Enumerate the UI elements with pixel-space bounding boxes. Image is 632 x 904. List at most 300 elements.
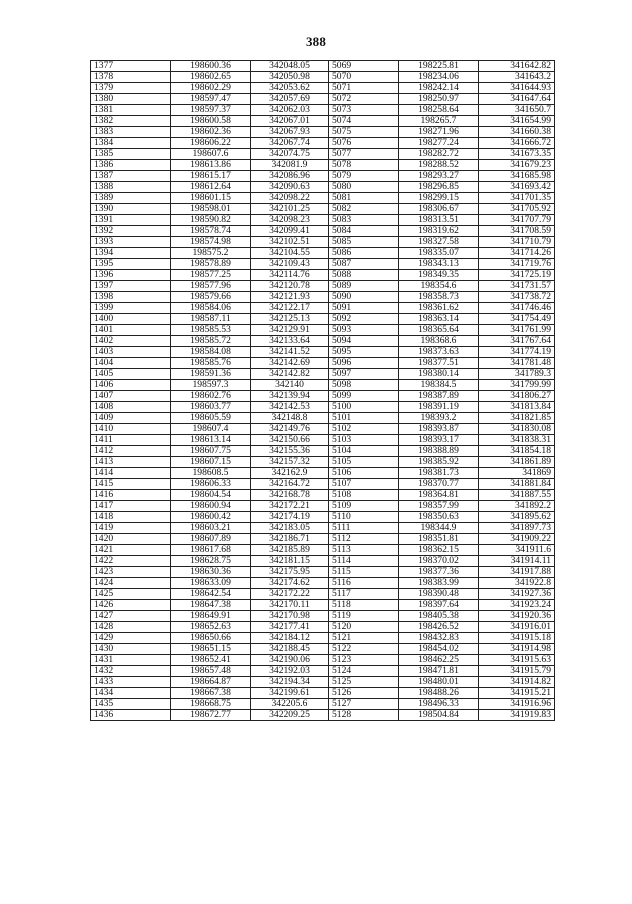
y-coordinate-cell: 342209.25 [251, 710, 329, 721]
point-number-cell: 5103 [329, 435, 399, 446]
table-row [91, 424, 555, 435]
point-number-cell: 5122 [329, 644, 399, 655]
y-coordinate-cell: 341679.23 [479, 160, 555, 171]
table-row [91, 369, 555, 380]
point-number-cell: 1403 [91, 347, 171, 358]
point-number-cell: 5074 [329, 116, 399, 127]
y-coordinate-cell: 342067.74 [251, 138, 329, 149]
x-coordinate-cell: 198668.75 [171, 699, 251, 710]
y-coordinate-cell: 341923.24 [479, 600, 555, 611]
y-coordinate-cell: 341746.46 [479, 303, 555, 314]
table-row [91, 281, 555, 292]
point-number-cell: 5097 [329, 369, 399, 380]
y-coordinate-cell: 342150.66 [251, 435, 329, 446]
table-row [91, 215, 555, 226]
point-number-cell: 5088 [329, 270, 399, 281]
y-coordinate-cell: 341821.85 [479, 413, 555, 424]
point-number-cell: 1400 [91, 314, 171, 325]
x-coordinate-cell: 198584.08 [171, 347, 251, 358]
y-coordinate-cell: 341673.35 [479, 149, 555, 160]
x-coordinate-cell: 198480.01 [399, 677, 479, 688]
point-number-cell: 1435 [91, 699, 171, 710]
y-coordinate-cell: 341881.84 [479, 479, 555, 490]
point-number-cell: 5124 [329, 666, 399, 677]
x-coordinate-cell: 198496.33 [399, 699, 479, 710]
y-coordinate-cell: 341799.99 [479, 380, 555, 391]
x-coordinate-cell: 198652.63 [171, 622, 251, 633]
table-row [91, 479, 555, 490]
point-number-cell: 1405 [91, 369, 171, 380]
table-row [91, 578, 555, 589]
point-number-cell: 1411 [91, 435, 171, 446]
y-coordinate-cell: 342162.9 [251, 468, 329, 479]
point-number-cell: 5085 [329, 237, 399, 248]
table-row [91, 116, 555, 127]
point-number-cell: 1424 [91, 578, 171, 589]
table-row [91, 61, 555, 72]
table-row [91, 600, 555, 611]
x-coordinate-cell: 198350.63 [399, 512, 479, 523]
x-coordinate-cell: 198383.99 [399, 578, 479, 589]
point-number-cell: 1419 [91, 523, 171, 534]
point-number-cell: 1378 [91, 72, 171, 83]
table-row [91, 237, 555, 248]
point-number-cell: 5104 [329, 446, 399, 457]
table-row [91, 699, 555, 710]
x-coordinate-cell: 198393.2 [399, 413, 479, 424]
y-coordinate-cell: 341813.84 [479, 402, 555, 413]
point-number-cell: 5119 [329, 611, 399, 622]
point-number-cell: 5082 [329, 204, 399, 215]
point-number-cell: 1388 [91, 182, 171, 193]
x-coordinate-cell: 198651.15 [171, 644, 251, 655]
x-coordinate-cell: 198393.87 [399, 424, 479, 435]
table-row [91, 138, 555, 149]
point-number-cell: 1390 [91, 204, 171, 215]
y-coordinate-cell: 342170.98 [251, 611, 329, 622]
table-row [91, 303, 555, 314]
y-coordinate-cell: 341920.36 [479, 611, 555, 622]
x-coordinate-cell: 198667.38 [171, 688, 251, 699]
point-number-cell: 1427 [91, 611, 171, 622]
table-row [91, 468, 555, 479]
table-row [91, 457, 555, 468]
x-coordinate-cell: 198585.76 [171, 358, 251, 369]
x-coordinate-cell: 198642.54 [171, 589, 251, 600]
y-coordinate-cell: 342172.22 [251, 589, 329, 600]
point-number-cell: 1417 [91, 501, 171, 512]
x-coordinate-cell: 198597.47 [171, 94, 251, 105]
table-row [91, 358, 555, 369]
x-coordinate-cell: 198299.15 [399, 193, 479, 204]
x-coordinate-cell: 198344.9 [399, 523, 479, 534]
point-number-cell: 1429 [91, 633, 171, 644]
x-coordinate-cell: 198652.41 [171, 655, 251, 666]
table-row [91, 72, 555, 83]
y-coordinate-cell: 342177.41 [251, 622, 329, 633]
y-coordinate-cell: 342172.21 [251, 501, 329, 512]
x-coordinate-cell: 198607.75 [171, 446, 251, 457]
x-coordinate-cell: 198574.98 [171, 237, 251, 248]
point-number-cell: 1384 [91, 138, 171, 149]
y-coordinate-cell: 342140 [251, 380, 329, 391]
y-coordinate-cell: 341647.64 [479, 94, 555, 105]
x-coordinate-cell: 198385.92 [399, 457, 479, 468]
point-number-cell: 5073 [329, 105, 399, 116]
x-coordinate-cell: 198608.5 [171, 468, 251, 479]
point-number-cell: 1422 [91, 556, 171, 567]
point-number-cell: 1392 [91, 226, 171, 237]
y-coordinate-cell: 341917.88 [479, 567, 555, 578]
y-coordinate-cell: 342062.03 [251, 105, 329, 116]
point-number-cell: 1396 [91, 270, 171, 281]
y-coordinate-cell: 341914.11 [479, 556, 555, 567]
x-coordinate-cell: 198579.66 [171, 292, 251, 303]
y-coordinate-cell: 342050.98 [251, 72, 329, 83]
x-coordinate-cell: 198647.38 [171, 600, 251, 611]
y-coordinate-cell: 341914.82 [479, 677, 555, 688]
point-number-cell: 1377 [91, 61, 171, 72]
x-coordinate-cell: 198327.58 [399, 237, 479, 248]
y-coordinate-cell: 341919.83 [479, 710, 555, 721]
point-number-cell: 5093 [329, 325, 399, 336]
x-coordinate-cell: 198602.65 [171, 72, 251, 83]
x-coordinate-cell: 198454.02 [399, 644, 479, 655]
x-coordinate-cell: 198600.94 [171, 501, 251, 512]
point-number-cell: 1409 [91, 413, 171, 424]
y-coordinate-cell: 341789.3 [479, 369, 555, 380]
point-number-cell: 5121 [329, 633, 399, 644]
table-row [91, 435, 555, 446]
point-number-cell: 1432 [91, 666, 171, 677]
y-coordinate-cell: 341725.19 [479, 270, 555, 281]
y-coordinate-cell: 342139.94 [251, 391, 329, 402]
x-coordinate-cell: 198657.48 [171, 666, 251, 677]
x-coordinate-cell: 198600.42 [171, 512, 251, 523]
table-row [91, 160, 555, 171]
y-coordinate-cell: 341781.48 [479, 358, 555, 369]
x-coordinate-cell: 198361.62 [399, 303, 479, 314]
table-row [91, 193, 555, 204]
point-number-cell: 5111 [329, 523, 399, 534]
y-coordinate-cell: 341915.63 [479, 655, 555, 666]
point-number-cell: 5079 [329, 171, 399, 182]
y-coordinate-cell: 342133.64 [251, 336, 329, 347]
y-coordinate-cell: 342090.63 [251, 182, 329, 193]
x-coordinate-cell: 198343.13 [399, 259, 479, 270]
x-coordinate-cell: 198607.6 [171, 149, 251, 160]
x-coordinate-cell: 198672.77 [171, 710, 251, 721]
table-row [91, 226, 555, 237]
point-number-cell: 5120 [329, 622, 399, 633]
point-number-cell: 1383 [91, 127, 171, 138]
point-number-cell: 5083 [329, 215, 399, 226]
x-coordinate-cell: 198578.89 [171, 259, 251, 270]
y-coordinate-cell: 341761.99 [479, 325, 555, 336]
point-number-cell: 5109 [329, 501, 399, 512]
y-coordinate-cell: 341708.59 [479, 226, 555, 237]
table-row [91, 633, 555, 644]
y-coordinate-cell: 342149.76 [251, 424, 329, 435]
point-number-cell: 1404 [91, 358, 171, 369]
x-coordinate-cell: 198391.19 [399, 402, 479, 413]
table-row [91, 380, 555, 391]
point-number-cell: 1393 [91, 237, 171, 248]
y-coordinate-cell: 341644.93 [479, 83, 555, 94]
table-row [91, 413, 555, 424]
x-coordinate-cell: 198296.85 [399, 182, 479, 193]
x-coordinate-cell: 198630.36 [171, 567, 251, 578]
point-number-cell: 1401 [91, 325, 171, 336]
point-number-cell: 5099 [329, 391, 399, 402]
x-coordinate-cell: 198364.81 [399, 490, 479, 501]
y-coordinate-cell: 341914.98 [479, 644, 555, 655]
x-coordinate-cell: 198384.5 [399, 380, 479, 391]
x-coordinate-cell: 198603.21 [171, 523, 251, 534]
point-number-cell: 1379 [91, 83, 171, 94]
y-coordinate-cell: 341650.7 [479, 105, 555, 116]
point-number-cell: 1395 [91, 259, 171, 270]
table-row [91, 567, 555, 578]
coordinates-table [90, 60, 555, 721]
y-coordinate-cell: 341838.31 [479, 435, 555, 446]
y-coordinate-cell: 341915.18 [479, 633, 555, 644]
x-coordinate-cell: 198313.51 [399, 215, 479, 226]
point-number-cell: 5100 [329, 402, 399, 413]
y-coordinate-cell: 342190.06 [251, 655, 329, 666]
x-coordinate-cell: 198488.26 [399, 688, 479, 699]
table-row [91, 622, 555, 633]
x-coordinate-cell: 198597.37 [171, 105, 251, 116]
table-row [91, 391, 555, 402]
y-coordinate-cell: 342142.53 [251, 402, 329, 413]
point-number-cell: 1387 [91, 171, 171, 182]
point-number-cell: 1394 [91, 248, 171, 259]
point-number-cell: 1389 [91, 193, 171, 204]
x-coordinate-cell: 198234.06 [399, 72, 479, 83]
x-coordinate-cell: 198597.3 [171, 380, 251, 391]
table-row [91, 534, 555, 545]
y-coordinate-cell: 341806.27 [479, 391, 555, 402]
y-coordinate-cell: 341915.21 [479, 688, 555, 699]
table-row [91, 523, 555, 534]
point-number-cell: 1436 [91, 710, 171, 721]
point-number-cell: 1381 [91, 105, 171, 116]
x-coordinate-cell: 198393.17 [399, 435, 479, 446]
y-coordinate-cell: 342081.9 [251, 160, 329, 171]
point-number-cell: 5108 [329, 490, 399, 501]
y-coordinate-cell: 342155.36 [251, 446, 329, 457]
y-coordinate-cell: 342186.71 [251, 534, 329, 545]
point-number-cell: 1415 [91, 479, 171, 490]
y-coordinate-cell: 341654.99 [479, 116, 555, 127]
x-coordinate-cell: 198602.36 [171, 127, 251, 138]
point-number-cell: 5092 [329, 314, 399, 325]
y-coordinate-cell: 342098.22 [251, 193, 329, 204]
y-coordinate-cell: 342205.6 [251, 699, 329, 710]
x-coordinate-cell: 198585.72 [171, 336, 251, 347]
y-coordinate-cell: 342174.62 [251, 578, 329, 589]
y-coordinate-cell: 341911.6 [479, 545, 555, 556]
x-coordinate-cell: 198602.76 [171, 391, 251, 402]
x-coordinate-cell: 198617.68 [171, 545, 251, 556]
point-number-cell: 1410 [91, 424, 171, 435]
table-row [91, 611, 555, 622]
x-coordinate-cell: 198613.14 [171, 435, 251, 446]
x-coordinate-cell: 198575.2 [171, 248, 251, 259]
x-coordinate-cell: 198426.52 [399, 622, 479, 633]
y-coordinate-cell: 342174.19 [251, 512, 329, 523]
point-number-cell: 5071 [329, 83, 399, 94]
table-row [91, 336, 555, 347]
table-row [91, 556, 555, 567]
table-row [91, 325, 555, 336]
x-coordinate-cell: 198628.75 [171, 556, 251, 567]
x-coordinate-cell: 198600.58 [171, 116, 251, 127]
x-coordinate-cell: 198606.22 [171, 138, 251, 149]
x-coordinate-cell: 198265.7 [399, 116, 479, 127]
point-number-cell: 1431 [91, 655, 171, 666]
y-coordinate-cell: 342109.43 [251, 259, 329, 270]
x-coordinate-cell: 198250.97 [399, 94, 479, 105]
y-coordinate-cell: 341767.64 [479, 336, 555, 347]
y-coordinate-cell: 342142.82 [251, 369, 329, 380]
x-coordinate-cell: 198363.14 [399, 314, 479, 325]
point-number-cell: 1412 [91, 446, 171, 457]
x-coordinate-cell: 198377.51 [399, 358, 479, 369]
y-coordinate-cell: 341830.08 [479, 424, 555, 435]
table-row [91, 490, 555, 501]
point-number-cell: 5126 [329, 688, 399, 699]
table-row [91, 94, 555, 105]
y-coordinate-cell: 342181.15 [251, 556, 329, 567]
y-coordinate-cell: 342101.25 [251, 204, 329, 215]
point-number-cell: 1428 [91, 622, 171, 633]
y-coordinate-cell: 341731.57 [479, 281, 555, 292]
point-number-cell: 1382 [91, 116, 171, 127]
x-coordinate-cell: 198584.06 [171, 303, 251, 314]
point-number-cell: 5094 [329, 336, 399, 347]
y-coordinate-cell: 342184.12 [251, 633, 329, 644]
point-number-cell: 5125 [329, 677, 399, 688]
point-number-cell: 1425 [91, 589, 171, 600]
point-number-cell: 1420 [91, 534, 171, 545]
x-coordinate-cell: 198258.64 [399, 105, 479, 116]
x-coordinate-cell: 198612.64 [171, 182, 251, 193]
x-coordinate-cell: 198462.25 [399, 655, 479, 666]
x-coordinate-cell: 198578.74 [171, 226, 251, 237]
y-coordinate-cell: 342102.51 [251, 237, 329, 248]
x-coordinate-cell: 198293.27 [399, 171, 479, 182]
point-number-cell: 5089 [329, 281, 399, 292]
table-row [91, 171, 555, 182]
table-row [91, 259, 555, 270]
y-coordinate-cell: 341701.35 [479, 193, 555, 204]
y-coordinate-cell: 341666.72 [479, 138, 555, 149]
x-coordinate-cell: 198607.89 [171, 534, 251, 545]
y-coordinate-cell: 341774.19 [479, 347, 555, 358]
table-row [91, 446, 555, 457]
table-row [91, 688, 555, 699]
y-coordinate-cell: 341660.38 [479, 127, 555, 138]
point-number-cell: 1398 [91, 292, 171, 303]
point-number-cell: 5106 [329, 468, 399, 479]
y-coordinate-cell: 342168.78 [251, 490, 329, 501]
point-number-cell: 1386 [91, 160, 171, 171]
x-coordinate-cell: 198362.15 [399, 545, 479, 556]
x-coordinate-cell: 198577.96 [171, 281, 251, 292]
x-coordinate-cell: 198604.54 [171, 490, 251, 501]
point-number-cell: 5091 [329, 303, 399, 314]
point-number-cell: 5084 [329, 226, 399, 237]
y-coordinate-cell: 341754.49 [479, 314, 555, 325]
x-coordinate-cell: 198607.4 [171, 424, 251, 435]
y-coordinate-cell: 342099.41 [251, 226, 329, 237]
y-coordinate-cell: 342086.96 [251, 171, 329, 182]
y-coordinate-cell: 342074.75 [251, 149, 329, 160]
x-coordinate-cell: 198613.86 [171, 160, 251, 171]
y-coordinate-cell: 341916.96 [479, 699, 555, 710]
y-coordinate-cell: 342192.03 [251, 666, 329, 677]
point-number-cell: 5116 [329, 578, 399, 589]
point-number-cell: 5115 [329, 567, 399, 578]
point-number-cell: 5070 [329, 72, 399, 83]
y-coordinate-cell: 342048.05 [251, 61, 329, 72]
x-coordinate-cell: 198504.84 [399, 710, 479, 721]
point-number-cell: 5076 [329, 138, 399, 149]
x-coordinate-cell: 198577.25 [171, 270, 251, 281]
point-number-cell: 5069 [329, 61, 399, 72]
point-number-cell: 5078 [329, 160, 399, 171]
y-coordinate-cell: 341738.72 [479, 292, 555, 303]
table-row [91, 512, 555, 523]
point-number-cell: 5098 [329, 380, 399, 391]
table-row [91, 204, 555, 215]
x-coordinate-cell: 198633.09 [171, 578, 251, 589]
y-coordinate-cell: 341897.73 [479, 523, 555, 534]
table-row [91, 149, 555, 160]
y-coordinate-cell: 341892.2 [479, 501, 555, 512]
x-coordinate-cell: 198664.87 [171, 677, 251, 688]
x-coordinate-cell: 198600.36 [171, 61, 251, 72]
y-coordinate-cell: 342098.23 [251, 215, 329, 226]
x-coordinate-cell: 198271.96 [399, 127, 479, 138]
point-number-cell: 5095 [329, 347, 399, 358]
table-row [91, 105, 555, 116]
point-number-cell: 1399 [91, 303, 171, 314]
point-number-cell: 1385 [91, 149, 171, 160]
x-coordinate-cell: 198649.91 [171, 611, 251, 622]
x-coordinate-cell: 198390.48 [399, 589, 479, 600]
y-coordinate-cell: 341719.76 [479, 259, 555, 270]
x-coordinate-cell: 198288.52 [399, 160, 479, 171]
x-coordinate-cell: 198349.35 [399, 270, 479, 281]
point-number-cell: 5117 [329, 589, 399, 600]
page-number: 388 [305, 34, 327, 49]
point-number-cell: 1406 [91, 380, 171, 391]
point-number-cell: 1391 [91, 215, 171, 226]
x-coordinate-cell: 198591.36 [171, 369, 251, 380]
y-coordinate-cell: 342125.13 [251, 314, 329, 325]
point-number-cell: 1414 [91, 468, 171, 479]
table-row [91, 292, 555, 303]
point-number-cell: 1402 [91, 336, 171, 347]
y-coordinate-cell: 342104.55 [251, 248, 329, 259]
point-number-cell: 5107 [329, 479, 399, 490]
y-coordinate-cell: 342157.32 [251, 457, 329, 468]
point-number-cell: 5090 [329, 292, 399, 303]
point-number-cell: 5128 [329, 710, 399, 721]
